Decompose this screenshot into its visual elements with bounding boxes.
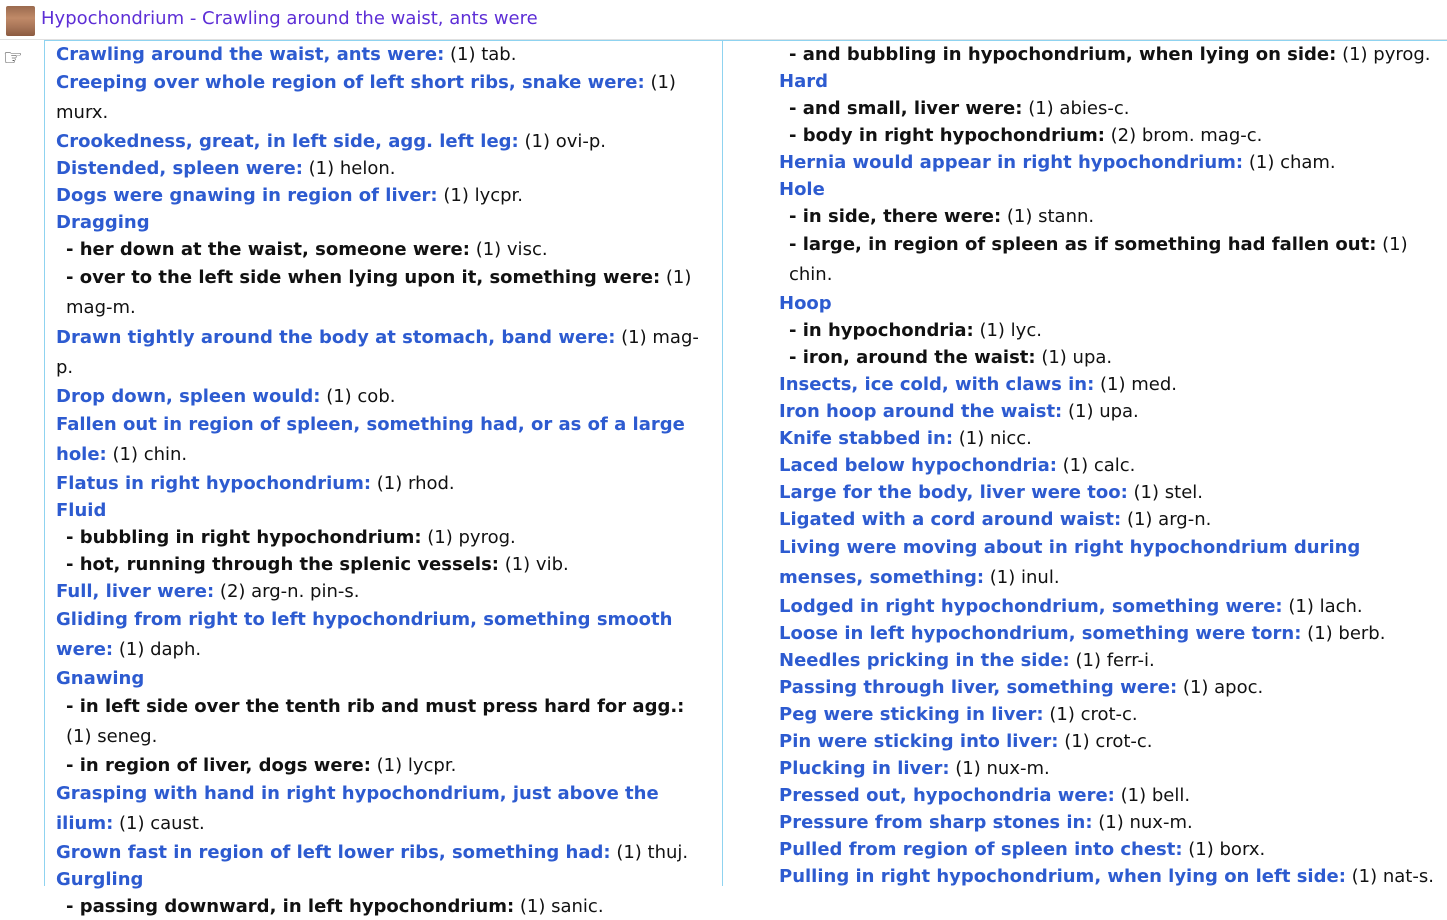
- rubric-row[interactable]: [779, 836, 1434, 863]
- rubric-row[interactable]: [56, 839, 711, 866]
- subrubric-label[interactable]: - large, in region of spleen as if something had fallen out:: [789, 234, 1377, 255]
- rubric-label[interactable]: Creeping over whole region of left short ribs, snake were:: [56, 72, 645, 93]
- remedy-list[interactable]: (1) chin.: [789, 234, 1408, 285]
- remedy-list[interactable]: (1) visc.: [469, 239, 548, 260]
- remedy-list[interactable]: (1) cham.: [1243, 152, 1336, 173]
- rubric-label[interactable]: Plucking in liver:: [779, 758, 950, 779]
- remedy-list[interactable]: (1) seneg.: [66, 726, 158, 747]
- right-column: [722, 40, 1447, 886]
- pointing-hand-icon[interactable]: ☞: [3, 46, 23, 71]
- remedy-list[interactable]: (1) chin.: [106, 444, 188, 465]
- subrubric-row[interactable]: [779, 41, 1434, 68]
- remedy-list[interactable]: (1) arg-n.: [1121, 509, 1212, 530]
- rubric-label[interactable]: Distended, spleen were:: [56, 158, 303, 179]
- rubric-row[interactable]: [56, 155, 711, 182]
- rubric-row[interactable]: [56, 323, 711, 383]
- rubric-label[interactable]: Pin were sticking into liver:: [779, 731, 1059, 752]
- remedy-list[interactable]: (1) helon.: [302, 158, 396, 179]
- rubric-row[interactable]: [779, 533, 1434, 593]
- remedy-list[interactable]: (1) lyc.: [973, 320, 1042, 341]
- remedy-list[interactable]: (1) borx.: [1182, 839, 1266, 860]
- remedy-list[interactable]: (1) upa.: [1035, 347, 1113, 368]
- remedy-list[interactable]: (1) bell.: [1114, 785, 1191, 806]
- remedy-list[interactable]: (1) med.: [1094, 374, 1178, 395]
- remedy-list[interactable]: (1) mag-p.: [56, 327, 699, 378]
- rubric-label[interactable]: Drawn tightly around the body at stomach, band were:: [56, 327, 616, 348]
- rubric-row[interactable]: [779, 290, 1434, 317]
- subrubric-label[interactable]: - in region of liver, dogs were:: [66, 755, 371, 776]
- rubric-label[interactable]: Dogs were gnawing in region of liver:: [56, 185, 438, 206]
- rubric-row[interactable]: [779, 479, 1434, 506]
- subrubric-row[interactable]: [779, 317, 1434, 344]
- subrubric-row[interactable]: [56, 263, 711, 323]
- subrubric-label[interactable]: - bubbling in right hypochondrium:: [66, 527, 422, 548]
- rubric-label[interactable]: Ligated with a cord around waist:: [779, 509, 1122, 530]
- remedy-list[interactable]: (1) mag-m.: [66, 267, 692, 318]
- rubric-label[interactable]: Full, liver were:: [56, 581, 215, 602]
- remedy-list[interactable]: (1) nat-s.: [1345, 866, 1434, 887]
- remedy-list[interactable]: (1) vib.: [498, 554, 569, 575]
- subrubric-label[interactable]: - passing downward, in left hypochondrium:: [66, 896, 515, 917]
- rubric-row[interactable]: [56, 866, 711, 893]
- rubric-label[interactable]: Passing through liver, something were:: [779, 677, 1178, 698]
- rubric-label[interactable]: Gnawing: [56, 668, 145, 689]
- remedy-list[interactable]: (1) nux-m.: [1092, 812, 1193, 833]
- subrubric-row[interactable]: [779, 95, 1434, 122]
- remedy-list[interactable]: (2) brom. mag-c.: [1104, 125, 1263, 146]
- rubric-label[interactable]: Fallen out in region of spleen, something had, or as of a large hole:: [56, 414, 685, 465]
- rubric-row[interactable]: [56, 209, 711, 236]
- subrubric-row[interactable]: [779, 344, 1434, 371]
- remedy-list[interactable]: (1) ferr-i.: [1069, 650, 1155, 671]
- rubric-label[interactable]: Pressed out, hypochondria were:: [779, 785, 1115, 806]
- rubric-row[interactable]: [779, 425, 1434, 452]
- subrubric-row[interactable]: [56, 752, 711, 779]
- subrubric-row[interactable]: [779, 122, 1434, 149]
- subrubric-label[interactable]: - body in right hypochondrium:: [789, 125, 1105, 146]
- chest-thumbnail-icon: [6, 6, 35, 36]
- rubric-label[interactable]: Hoop: [779, 293, 832, 314]
- rubric-row[interactable]: [779, 647, 1434, 674]
- rubric-label[interactable]: Grasping with hand in right hypochondrium, just above the ilium:: [56, 783, 659, 834]
- rubric-label[interactable]: Pulling in right hypochondrium, when lying on left side:: [779, 866, 1346, 887]
- remedy-list[interactable]: (1) ovi-p.: [518, 131, 607, 152]
- remedy-list[interactable]: (1) stel.: [1127, 482, 1203, 503]
- rubric-label[interactable]: Loose in left hypochondrium, something were torn:: [779, 623, 1302, 644]
- rubric-label[interactable]: Crookedness, great, in left side, agg. left leg:: [56, 131, 519, 152]
- remedy-list[interactable]: (1) cob.: [320, 386, 396, 407]
- rubric-label[interactable]: Dragging: [56, 212, 150, 233]
- rubric-row[interactable]: [56, 578, 711, 605]
- remedy-list[interactable]: (1) berb.: [1301, 623, 1386, 644]
- rubric-label[interactable]: Knife stabbed in:: [779, 428, 954, 449]
- remedy-list[interactable]: (1) thuj.: [610, 842, 689, 863]
- subrubric-row[interactable]: [56, 236, 711, 263]
- subrubric-label[interactable]: - iron, around the waist:: [789, 347, 1036, 368]
- rubric-label[interactable]: Gliding from right to left hypochondrium, something smooth were:: [56, 609, 673, 660]
- rubric-row[interactable]: [779, 371, 1434, 398]
- rubric-row[interactable]: [56, 497, 711, 524]
- remedy-list[interactable]: (1) upa.: [1062, 401, 1139, 422]
- rubric-label[interactable]: Pulled from region of spleen into chest:: [779, 839, 1183, 860]
- subrubric-row[interactable]: [56, 692, 711, 752]
- subrubric-label[interactable]: - and bubbling in hypochondrium, when lying on side:: [789, 44, 1337, 65]
- rubric-label[interactable]: Gurgling: [56, 869, 144, 890]
- rubric-label[interactable]: Laced below hypochondria:: [779, 455, 1057, 476]
- subrubric-row[interactable]: [56, 893, 711, 920]
- rubric-label[interactable]: Peg were sticking in liver:: [779, 704, 1044, 725]
- subrubric-row[interactable]: [56, 524, 711, 551]
- rubric-row[interactable]: [779, 701, 1434, 728]
- remedy-list[interactable]: (1) sanic.: [514, 896, 604, 917]
- subrubric-label[interactable]: - over to the left side when lying upon it, something were:: [66, 267, 661, 288]
- subrubric-label[interactable]: - in left side over the tenth rib and must press hard for agg.:: [66, 696, 685, 717]
- remedy-list[interactable]: (1) murx.: [56, 72, 676, 123]
- subrubric-label[interactable]: - in hypochondria:: [789, 320, 974, 341]
- rubric-row[interactable]: [56, 470, 711, 497]
- rubric-row[interactable]: [779, 452, 1434, 479]
- subrubric-row[interactable]: [56, 551, 711, 578]
- remedy-list[interactable]: (1) caust.: [113, 813, 205, 834]
- rubric-label[interactable]: Large for the body, liver were too:: [779, 482, 1128, 503]
- remedy-list[interactable]: (1) daph.: [113, 639, 202, 660]
- rubric-row[interactable]: [56, 665, 711, 692]
- remedy-list[interactable]: (1) nicc.: [953, 428, 1032, 449]
- rubric-row[interactable]: [779, 674, 1434, 701]
- rubric-label[interactable]: Drop down, spleen would:: [56, 386, 321, 407]
- rubric-row[interactable]: [56, 605, 711, 665]
- rubric-label[interactable]: Insects, ice cold, with claws in:: [779, 374, 1095, 395]
- rubric-label[interactable]: Crawling around the waist, ants were:: [56, 44, 445, 65]
- rubric-row[interactable]: [56, 128, 711, 155]
- rubric-row[interactable]: [779, 809, 1434, 836]
- rubric-row[interactable]: [779, 782, 1434, 809]
- rubric-row[interactable]: [779, 149, 1434, 176]
- remedy-list[interactable]: (1) pyrog.: [1336, 44, 1431, 65]
- remedy-list[interactable]: (1) stann.: [1001, 206, 1095, 227]
- rubric-label[interactable]: Living were moving about in right hypochondrium during menses, something:: [779, 537, 1361, 588]
- rubric-row[interactable]: [779, 593, 1434, 620]
- remedy-list[interactable]: (1) lycpr.: [370, 755, 457, 776]
- rubric-row[interactable]: [56, 383, 711, 410]
- title-bar: [0, 0, 1447, 40]
- remedy-list[interactable]: (1) crot-c.: [1043, 704, 1138, 725]
- rubric-row[interactable]: [56, 68, 711, 128]
- rubric-label[interactable]: Hernia would appear in right hypochondrium:: [779, 152, 1244, 173]
- window-title: Hypochondrium - Crawling around the waist, ants were: [41, 8, 538, 29]
- rubric-label[interactable]: Iron hoop around the waist:: [779, 401, 1063, 422]
- rubric-row[interactable]: [56, 779, 711, 839]
- rubric-label[interactable]: Hard: [779, 71, 828, 92]
- remedy-list[interactable]: (1) crot-c.: [1058, 731, 1153, 752]
- right-entry-list: [779, 41, 1434, 890]
- left-column: [44, 40, 723, 917]
- subrubric-label[interactable]: - and small, liver were:: [789, 98, 1023, 119]
- rubric-label[interactable]: Fluid: [56, 500, 107, 521]
- subrubric-row[interactable]: [779, 203, 1434, 230]
- rubric-row[interactable]: [56, 182, 711, 209]
- rubric-label[interactable]: Pressure from sharp stones in:: [779, 812, 1093, 833]
- rubric-label[interactable]: Grown fast in region of left lower ribs, something had:: [56, 842, 611, 863]
- rubric-row[interactable]: [779, 398, 1434, 425]
- rubric-row[interactable]: [779, 863, 1434, 890]
- rubric-label[interactable]: Needles pricking in the side:: [779, 650, 1070, 671]
- rubric-label[interactable]: Flatus in right hypochondrium:: [56, 473, 372, 494]
- left-entry-list: [56, 41, 711, 920]
- remedy-list[interactable]: (2) arg-n. pin-s.: [214, 581, 360, 602]
- rubric-row[interactable]: [779, 68, 1434, 95]
- remedy-list[interactable]: (1) inul.: [984, 567, 1060, 588]
- remedy-list[interactable]: (1) nux-m.: [949, 758, 1050, 779]
- rubric-label[interactable]: Lodged in right hypochondrium, something were:: [779, 596, 1283, 617]
- remedy-list[interactable]: (1) lycpr.: [437, 185, 524, 206]
- subrubric-label[interactable]: - hot, running through the splenic vessels:: [66, 554, 499, 575]
- subrubric-label[interactable]: - her down at the waist, someone were:: [66, 239, 470, 260]
- rubric-row[interactable]: [779, 728, 1434, 755]
- rubric-row[interactable]: [56, 41, 711, 68]
- subrubric-row[interactable]: [779, 230, 1434, 290]
- remedy-list[interactable]: (1) calc.: [1056, 455, 1136, 476]
- remedy-list[interactable]: (1) apoc.: [1177, 677, 1264, 698]
- rubric-row[interactable]: [56, 410, 711, 470]
- remedy-list[interactable]: (1) pyrog.: [421, 527, 516, 548]
- remedy-list[interactable]: (1) tab.: [444, 44, 517, 65]
- subrubric-label[interactable]: - in side, there were:: [789, 206, 1002, 227]
- rubric-row[interactable]: [779, 755, 1434, 782]
- rubric-label[interactable]: Hole: [779, 179, 825, 200]
- rubric-row[interactable]: [779, 620, 1434, 647]
- remedy-list[interactable]: (1) lach.: [1282, 596, 1363, 617]
- remedy-list[interactable]: (1) abies-c.: [1022, 98, 1130, 119]
- remedy-list[interactable]: (1) rhod.: [371, 473, 455, 494]
- rubric-row[interactable]: [779, 176, 1434, 203]
- rubric-row[interactable]: [779, 506, 1434, 533]
